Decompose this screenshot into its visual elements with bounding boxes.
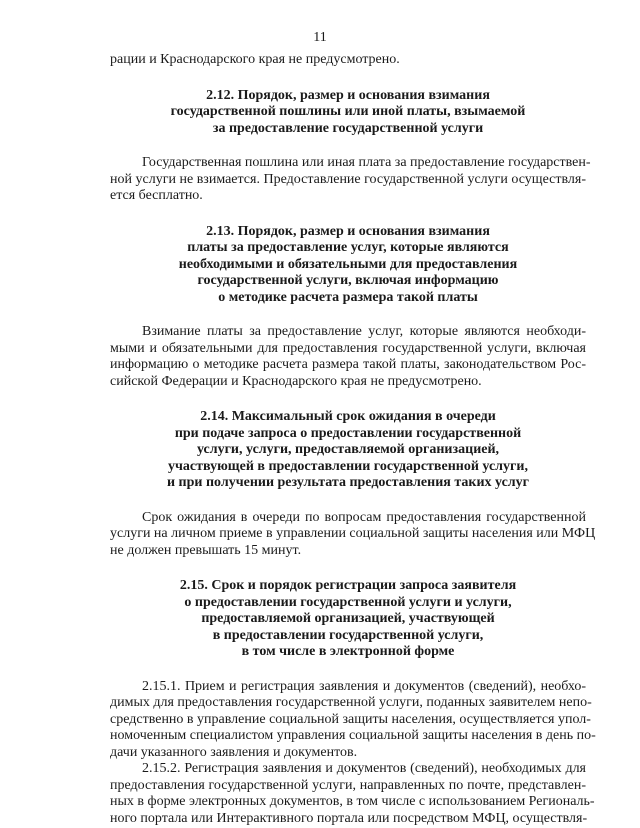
paragraph-line: предоставления государственной услуги, направленных по почте, представлен-	[110, 777, 586, 793]
paragraph-line: информацию о методике расчета размера такой платы, законодательством Рос-	[110, 357, 586, 372]
paragraph-line: сийской Федерации и Краснодарского края не предусмотрено.	[110, 373, 482, 389]
section-2-15-heading	[110, 578, 586, 661]
heading-line: и при получении результата предоставления таких услуг	[166, 475, 530, 490]
paragraph-line: дачи указанного заявления и документов.	[110, 744, 358, 760]
heading-line: предоставляемой организацией, участвующей	[201, 611, 495, 626]
paragraph-line: не должен превышать 15 минут.	[110, 542, 302, 558]
intro-tail: рации и Краснодарского края не предусмотрено.	[110, 52, 400, 67]
heading-line: 2.14. Максимальный срок ожидания в очереди	[200, 409, 496, 424]
page-number: 11	[313, 30, 327, 45]
paragraph-line: мыми и обязательными для предоставления государственной услуги, включая	[110, 340, 586, 356]
paragraph-line: Государственная пошлина или иная плата за предоставление государствен-	[142, 155, 591, 170]
heading-line: в том числе в электронной форме	[241, 644, 455, 659]
section-2-12	[110, 87, 591, 205]
section-2-15-paragraph-1	[110, 678, 596, 762]
heading-line: 2.12. Порядок, размер и основания взимания	[206, 87, 490, 103]
paragraph-line: 2.15.1. Прием и регистрация заявления и документов (сведений), необхо-	[142, 678, 586, 694]
section-2-13-paragraph	[110, 324, 586, 390]
section-2-13-heading	[110, 224, 586, 307]
section-2-12-paragraph	[110, 155, 591, 205]
heading-line: участвующей в предоставлении государственной услуги,	[168, 458, 528, 474]
paragraph-line: Взимание платы за предоставление услуг, которые являются необходи-	[142, 324, 586, 339]
paragraph-line: ной услуги не взимается. Предоставление государственной услуги осуществля-	[110, 171, 586, 187]
heading-line: государственной услуги, включая информацию	[197, 273, 499, 288]
section-2-14-heading	[110, 409, 586, 492]
heading-line: государственной пошлины или иной платы, взымаемой	[170, 104, 526, 119]
section-2-15-paragraph-2	[110, 761, 595, 827]
heading-line: о предоставлении государственной услуги и услуги,	[184, 594, 512, 610]
section-2-14	[110, 409, 596, 559]
paragraph-line: димых для предоставления государственной услуги, поданных заявителем непо-	[110, 695, 592, 710]
paragraph-line: средственно в управление социальной защиты населения, осуществляется упол-	[110, 711, 591, 727]
paragraph-line: ется бесплатно.	[110, 188, 203, 203]
page-content	[110, 52, 596, 827]
section-2-14-paragraph	[110, 509, 596, 560]
paragraph-line: услуги на личном приеме в управлении социальной защиты населения или МФЦ	[110, 526, 596, 541]
section-2-12-heading	[110, 88, 586, 138]
heading-line: при подаче запроса о предоставлении государственной	[174, 425, 522, 441]
heading-line: о методике расчета размера такой платы	[218, 289, 478, 305]
paragraph-line: номоченным специалистом управления социальной защиты населения в день по-	[110, 728, 596, 743]
heading-line: за предоставление государственной услуги	[212, 120, 484, 136]
section-2-15	[110, 578, 596, 827]
heading-line: 2.15. Срок и порядок регистрации запроса заявителя	[179, 578, 517, 593]
paragraph-line: 2.15.2. Регистрация заявления и документов (сведений), необходимых для	[142, 761, 586, 776]
heading-line: необходимыми и обязательными для предоставления	[178, 256, 518, 272]
paragraph-line: ного портала или Интерактивного портала или посредством МФЦ, осуществля-	[110, 810, 588, 826]
heading-line: услуги, услуги, предоставляемой организацией,	[196, 442, 500, 457]
section-2-13	[110, 224, 586, 391]
heading-line: в предоставлении государственной услуги,	[212, 627, 484, 643]
heading-line: платы за предоставление услуг, которые являются	[187, 240, 509, 255]
heading-line: 2.13. Порядок, размер и основания взимания	[206, 223, 490, 239]
paragraph-line: ных в форме электронных документов, в том числе с использованием Региональ-	[110, 794, 595, 809]
paragraph-line: Срок ожидания в очереди по вопросам предоставления государственной	[142, 509, 586, 525]
